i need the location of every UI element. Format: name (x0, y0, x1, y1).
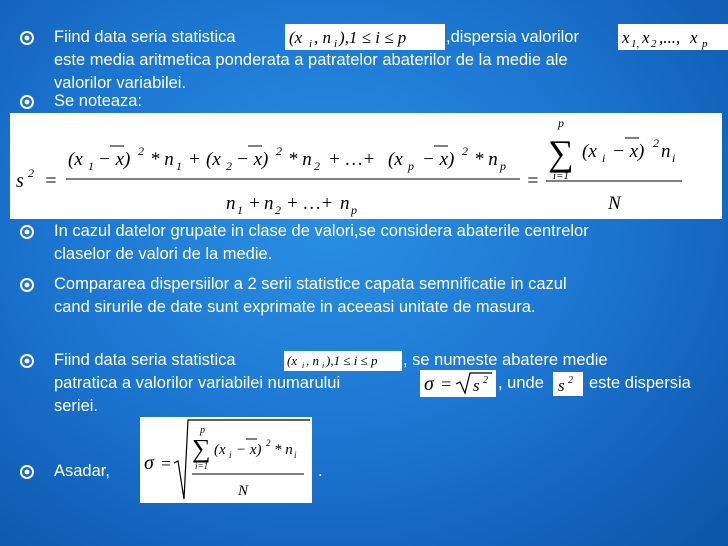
svg-text:2: 2 (275, 203, 281, 217)
svg-text:2: 2 (653, 136, 659, 150)
svg-text:p: p (702, 38, 708, 50)
svg-text:− x): − x) (422, 149, 455, 170)
svg-text:2: 2 (483, 375, 488, 386)
svg-text:i: i (334, 38, 338, 50)
svg-text:N: N (608, 193, 621, 214)
svg-text:(x: (x (214, 442, 226, 458)
bullet-5-line-1b: , se numeste abatere medie (403, 351, 608, 369)
formula-s-squared (553, 372, 583, 396)
svg-text:(x: (x (289, 28, 303, 47)
svg-text:i: i (602, 151, 606, 165)
svg-text:i: i (309, 38, 313, 50)
svg-text:+: + (248, 193, 261, 214)
bullet-5-line-2c: este dispersia (589, 374, 691, 392)
bullet-6-line-1b: . (318, 462, 323, 480)
svg-text:1: 1 (237, 203, 243, 217)
svg-text:* n: * n (274, 442, 293, 458)
svg-text:n: n (264, 193, 274, 214)
bullet-2-line-1: Se noteaza: (54, 92, 143, 110)
svg-text:s: s (558, 376, 565, 395)
svg-text:1,: 1, (631, 38, 640, 50)
svg-text:∑: ∑ (192, 434, 211, 463)
svg-text:,...,: ,..., (659, 28, 681, 47)
svg-text:p: p (200, 425, 205, 436)
svg-text:2: 2 (314, 159, 320, 173)
svg-text:),1 ≤ i ≤ p: ),1 ≤ i ≤ p (326, 353, 378, 368)
formula-series-definition (285, 24, 445, 50)
svg-text:=: = (44, 170, 58, 192)
svg-text:(x: (x (388, 149, 403, 170)
svg-text:− x): − x) (612, 141, 645, 162)
svg-text:n: n (226, 193, 236, 214)
circle-bullet-icon (19, 464, 35, 480)
bullet-1-line-1a: Fiind data seria statistica (54, 28, 236, 46)
svg-text:σ: σ (144, 452, 154, 474)
svg-text:n: n (661, 141, 671, 162)
svg-text:− x): − x) (236, 149, 269, 170)
svg-text:+: + (188, 149, 201, 170)
bullet-1-line-3: valorilor variabilei. (54, 74, 187, 92)
svg-text:− x): − x) (236, 442, 262, 458)
svg-text:* n: * n (288, 149, 312, 170)
svg-text:i: i (294, 450, 297, 460)
svg-text:s: s (473, 376, 480, 395)
svg-text:x: x (690, 28, 698, 47)
svg-text:i: i (322, 361, 325, 370)
bullet-5-line-2b: , unde (498, 374, 544, 392)
svg-text:− x): − x) (98, 149, 131, 170)
bullet-5-line-3: seriei. (54, 397, 99, 415)
svg-text:s: s (16, 170, 24, 192)
svg-text:=: = (526, 170, 540, 192)
bullet-5-line-2a: patratica a valorilor variabilei numarului (54, 374, 341, 392)
svg-text:n: n (340, 193, 350, 214)
svg-text:+ …+: + …+ (286, 193, 334, 214)
svg-text:σ: σ (424, 373, 434, 395)
svg-text:i: i (302, 361, 305, 370)
bullet-4-line-1: Compararea dispersiilor a 2 serii statistice capata semnificatie in cazul (54, 275, 567, 293)
svg-text:=: = (160, 454, 172, 473)
svg-text:2: 2 (568, 375, 573, 386)
svg-text:2: 2 (138, 144, 144, 158)
svg-text:(x: (x (582, 141, 597, 162)
svg-text:2: 2 (266, 438, 271, 448)
svg-text:1: 1 (176, 159, 182, 173)
svg-text:),1 ≤ i ≤ p: ),1 ≤ i ≤ p (339, 28, 407, 47)
svg-text:, n: , n (314, 28, 331, 47)
formula-series-definition-small (284, 351, 402, 371)
bullet-4-line-2: cand sirurile de date sunt exprimate in aceeasi unitate de masura. (54, 298, 536, 316)
bullet-3-line-1: In cazul datelor grupate in clase de valori,se considera abaterile centrelor (54, 222, 589, 240)
svg-text:x: x (622, 28, 630, 47)
svg-text:2: 2 (226, 159, 232, 173)
svg-text:(x: (x (206, 149, 221, 170)
formula-values-list (618, 24, 728, 50)
svg-text:p: p (500, 159, 506, 173)
svg-text:i=1: i=1 (553, 170, 569, 182)
svg-text:p: p (558, 116, 564, 130)
svg-text:, n: , n (306, 353, 319, 368)
bullet-1-line-1b: ,dispersia valorilor (446, 28, 579, 46)
svg-text:1: 1 (88, 159, 94, 173)
svg-text:i: i (229, 450, 232, 460)
svg-text:∑: ∑ (548, 133, 574, 173)
svg-text:2: 2 (276, 144, 282, 158)
svg-text:* n: * n (474, 149, 498, 170)
svg-text:=: = (440, 374, 453, 394)
formula-standard-deviation-expanded (140, 417, 312, 503)
svg-text:(x: (x (68, 149, 83, 170)
bullet-6-line-1a: Asadar, (54, 462, 110, 480)
svg-text:p: p (351, 203, 357, 217)
bullet-5-line-1a: Fiind data seria statistica (54, 351, 236, 369)
circle-bullet-icon (19, 277, 35, 293)
svg-text:+ …+: + …+ (328, 149, 376, 170)
bullet-1-line-2: este media aritmetica ponderata a patratelor abaterilor de la medie ale (54, 51, 568, 69)
circle-bullet-icon (19, 353, 35, 369)
svg-text:2: 2 (651, 38, 657, 50)
svg-text:i=1: i=1 (195, 461, 209, 471)
bullet-3-line-2: claselor de valori de la medie. (54, 245, 273, 263)
formula-variance (10, 113, 722, 219)
formula-standard-deviation (420, 370, 496, 397)
svg-text:i: i (672, 151, 676, 165)
svg-text:2: 2 (28, 166, 34, 180)
svg-text:* n: * n (150, 149, 174, 170)
svg-text:x: x (642, 28, 650, 47)
circle-bullet-icon (19, 94, 35, 110)
circle-bullet-icon (19, 30, 35, 46)
svg-text:N: N (238, 483, 249, 499)
svg-text:2: 2 (462, 144, 468, 158)
circle-bullet-icon (19, 224, 35, 240)
svg-text:(x: (x (287, 353, 298, 368)
svg-text:p: p (408, 159, 414, 173)
